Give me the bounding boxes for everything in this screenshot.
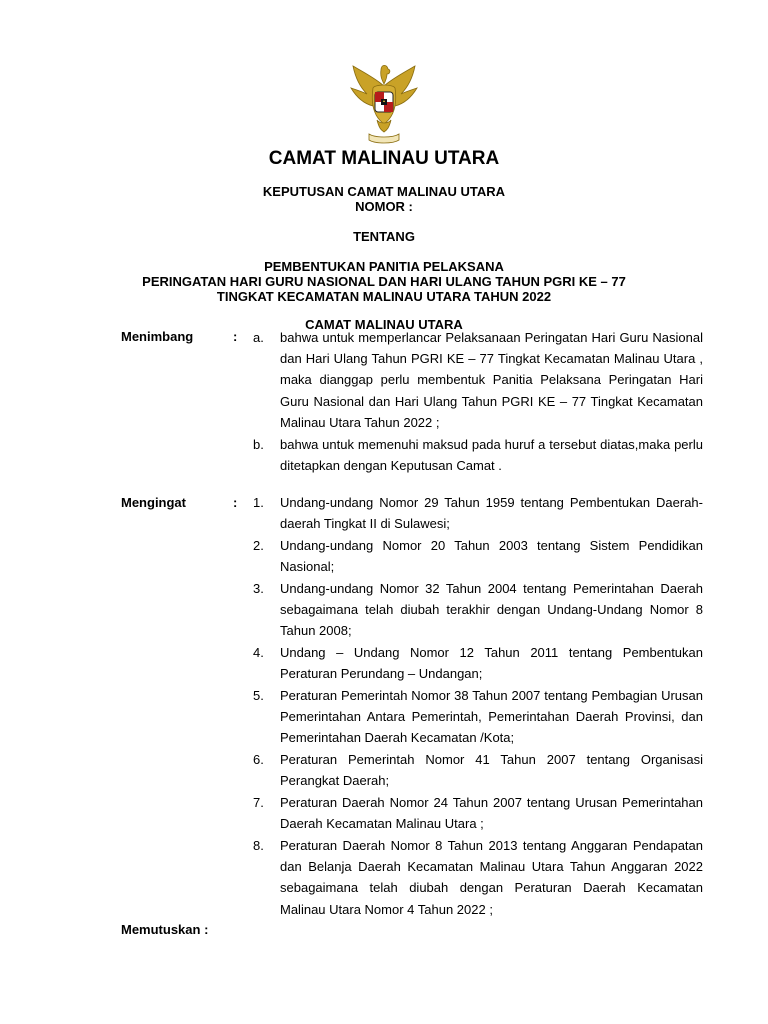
mengingat-item-4 bbox=[253, 642, 703, 684]
about-heading: TENTANG bbox=[353, 229, 415, 244]
item-text: Undang – Undang Nomor 12 Tahun 2011 tentang Pembentukan Peraturan Perundang – Undangan; bbox=[280, 645, 703, 682]
item-text: bahwa untuk memenuhi maksud pada huruf a tersebut diatas,maka perlu ditetapkan dengan Keputusan Camat . bbox=[280, 437, 703, 474]
item-text: Peraturan Pemerintah Nomor 41 Tahun 2007 tentang Organisasi Perangkat Daerah; bbox=[280, 752, 703, 789]
mengingat-item-5 bbox=[253, 685, 703, 749]
item-marker: 3. bbox=[253, 581, 264, 596]
mengingat-item-2 bbox=[253, 535, 703, 577]
item-text: bahwa untuk memperlancar Pelaksanaan Peringatan Hari Guru Nasional dan Hari Ulang Tahun PGRI KE – 77 Tingkat Kecamatan Malinau Utara , maka dianggap perlu membentuk Panitia Pelaksana Peringatan Hari Guru Nasional dan Hari Ulang Tahun PGRI KE – 77 Tingkat Kecamatan Malinau Utara Tahun 2022 ; bbox=[280, 330, 703, 430]
memutuskan-label: Memutuskan : bbox=[121, 922, 209, 937]
subject-line-1: PEMBENTUKAN PANITIA PELAKSANA bbox=[264, 259, 504, 274]
menimbang-label: Menimbang bbox=[121, 329, 194, 344]
item-text: Peraturan Pemerintah Nomor 38 Tahun 2007 tentang Pembagian Urusan Pemerintahan Antara Pemerintah, Pemerintahan Daerah Provinsi, dan Pemerintahan Daerah Kecamatan /Kota; bbox=[280, 688, 703, 746]
item-text: Peraturan Daerah Nomor 24 Tahun 2007 tentang Urusan Pemerintahan Daerah Kecamatan Malinau Utara ; bbox=[280, 795, 703, 832]
item-marker: 8. bbox=[253, 838, 264, 853]
item-text: Undang-undang Nomor 29 Tahun 1959 tentang Pembentukan Daerah-daerah Tingkat II di Sulawesi; bbox=[280, 495, 703, 532]
item-text: Undang-undang Nomor 32 Tahun 2004 tentang Pemerintahan Daerah sebagaimana telah diubah terakhir dengan Undang-Undang Nomor 8 Tahun 2008; bbox=[280, 581, 703, 639]
menimbang-item-b bbox=[253, 434, 703, 476]
mengingat-label: Mengingat bbox=[121, 495, 186, 510]
menimbang-colon: : bbox=[233, 329, 238, 344]
item-marker: b. bbox=[253, 437, 264, 452]
item-marker: 7. bbox=[253, 795, 264, 810]
mengingat-item-6 bbox=[253, 749, 703, 791]
item-text: Undang-undang Nomor 20 Tahun 2003 tentang Sistem Pendidikan Nasional; bbox=[280, 538, 703, 575]
menimbang-item-a bbox=[253, 327, 703, 433]
authority-heading: CAMAT MALINAU UTARA bbox=[305, 317, 463, 332]
item-text: Peraturan Daerah Nomor 8 Tahun 2013 tentang Anggaran Pendapatan dan Belanja Daerah Kecamatan Malinau Utara Tahun Anggaran 2022 sebagaimana telah diubah dengan Peraturan Daerah Kecamatan Malinau Utara Nomor 4 Tahun 2022 ; bbox=[280, 838, 703, 917]
item-marker: 2. bbox=[253, 538, 264, 553]
item-marker: 6. bbox=[253, 752, 264, 767]
mengingat-item-7 bbox=[253, 792, 703, 834]
item-marker: 1. bbox=[253, 495, 264, 510]
decree-number: NOMOR : bbox=[355, 199, 413, 214]
mengingat-item-8 bbox=[253, 835, 703, 920]
page-title: CAMAT MALINAU UTARA bbox=[268, 148, 500, 169]
mengingat-item-1 bbox=[253, 492, 703, 534]
item-marker: 4. bbox=[253, 645, 264, 660]
mengingat-colon: : bbox=[233, 495, 238, 510]
garuda-emblem bbox=[345, 58, 423, 148]
item-marker: 5. bbox=[253, 688, 264, 703]
decree-title: KEPUTUSAN CAMAT MALINAU UTARA bbox=[262, 184, 506, 199]
mengingat-item-3 bbox=[253, 578, 703, 642]
subject-line-2: PERINGATAN HARI GURU NASIONAL DAN HARI ULANG TAHUN PGRI KE – 77 bbox=[142, 274, 626, 289]
item-marker: a. bbox=[253, 330, 264, 345]
subject-line-3: TINGKAT KECAMATAN MALINAU UTARA TAHUN 2022 bbox=[216, 289, 552, 304]
